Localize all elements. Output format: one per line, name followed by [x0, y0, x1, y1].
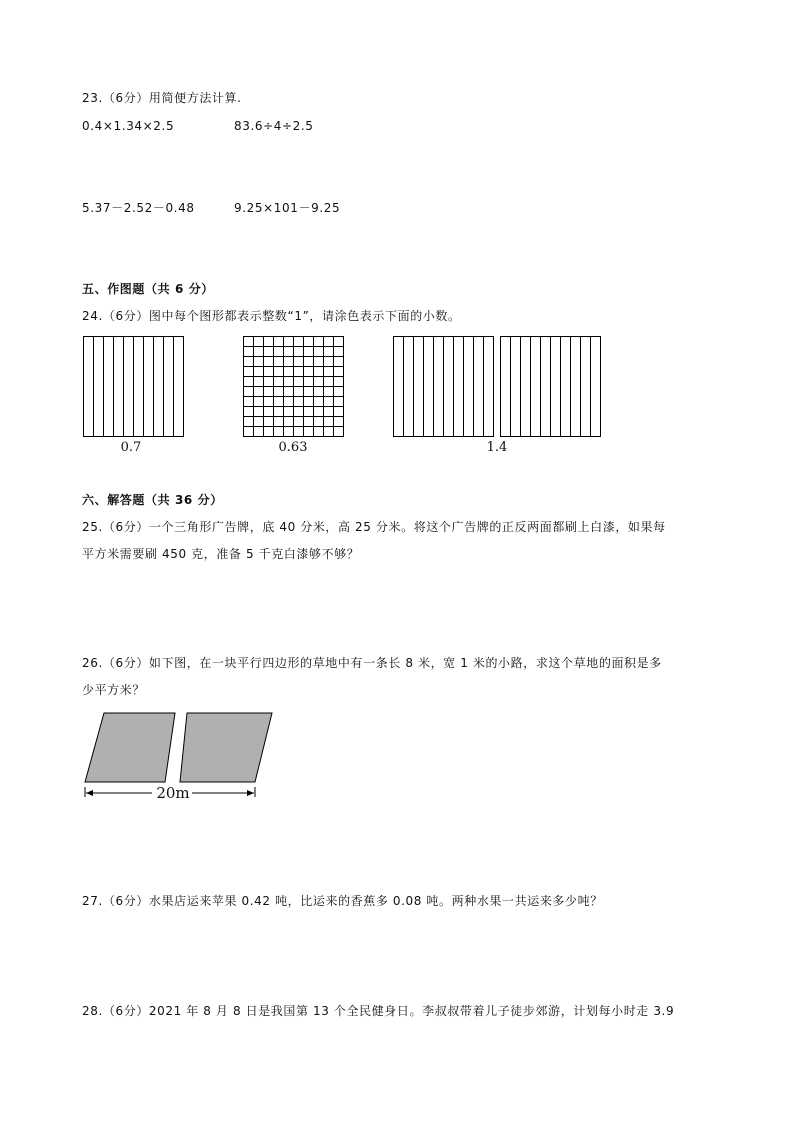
q24-label-2: 0.63 — [278, 440, 308, 455]
parallelogram-left-part — [85, 713, 175, 782]
figure-tenths-strips-pair[interactable] — [394, 337, 601, 437]
q23-expression-3: 5.37－2.52－0.48 — [82, 201, 195, 215]
q24-label-1: 0.7 — [120, 440, 142, 455]
parallelogram-right-part — [180, 713, 272, 782]
section-5-heading: 五、作图题（共 6 分） — [82, 282, 214, 296]
q26-line-2: 少平方米？ — [82, 683, 146, 697]
q24-title: 24.（6分）图中每个图形都表示整数“1”，请涂色表示下面的小数。 — [82, 309, 461, 323]
section-6-heading: 六、解答题（共 36 分） — [82, 493, 223, 507]
q25-line-2: 平方米需要刷 450 克，准备 5 千克白漆够不够？ — [82, 547, 360, 561]
dimension-arrow-left — [86, 790, 93, 796]
figure-hundredths-grid[interactable] — [244, 337, 344, 437]
q24-label-3: 1.4 — [486, 440, 508, 455]
q23-expression-1: 0.4×1.34×2.5 — [82, 119, 175, 133]
figure-tenths-strips[interactable] — [84, 337, 184, 437]
q26-dimension-label: 20m — [156, 784, 190, 802]
q25-line-1: 25.（6分）一个三角形广告牌，底 40 分米，高 25 分米。将这个广告牌的正反两面都刷上白漆，如果每 — [82, 520, 666, 534]
q23-expression-4: 9.25×101－9.25 — [234, 201, 341, 215]
q23-expression-2: 83.6÷4÷2.5 — [234, 119, 314, 133]
q26-line-1: 26.（6分）如下图，在一块平行四边形的草地中有一条长 8 米，宽 1 米的小路，求这个草地的面积是多 — [82, 656, 662, 670]
q28-line-1: 28.（6分）2021 年 8 月 8 日是我国第 13 个全民健身日。李叔叔带着儿子徒步郊游，计划每小时走 3.9 — [82, 1004, 675, 1018]
dimension-arrow-right — [247, 790, 254, 796]
q27-line-1: 27.（6分）水果店运来苹果 0.42 吨，比运来的香蕉多 0.08 吨。两种水果一共运来多少吨？ — [82, 894, 603, 908]
q23-title: 23.（6分）用简便方法计算. — [82, 91, 242, 105]
